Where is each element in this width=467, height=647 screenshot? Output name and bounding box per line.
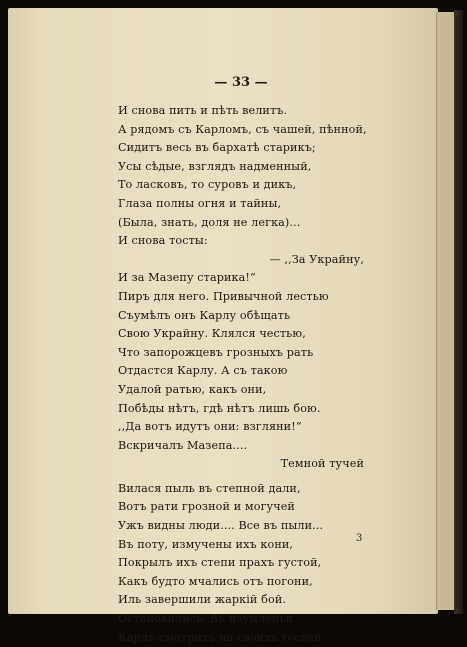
poem-line: И снова тосты:: [118, 234, 208, 248]
poem-line: Какъ будто мчались отъ погони,: [118, 574, 313, 588]
poem-line: И снова пить и пѣть велитъ.: [118, 104, 288, 117]
poem-line: Покрылъ ихъ степи прахъ густой,: [118, 556, 322, 570]
page-number: — 33 —: [214, 75, 268, 90]
poem-text-block: [118, 72, 367, 647]
poem-line: — ,,За Украйну,: [269, 252, 364, 266]
poem-line: Остановились. Въ изумленьи: [118, 612, 294, 626]
poem-line: (Была, знать, доля не легка)...: [118, 215, 301, 229]
signature-mark: 3: [356, 533, 363, 544]
poem-line: Пиръ для него. Привычной лестью: [118, 289, 329, 303]
book-cover-edge: [454, 10, 463, 614]
poem-line: Ужъ видны люди.... Все въ пыли...: [118, 519, 324, 533]
poem-line: Иль завершили жаркій бой.: [118, 593, 287, 607]
poem-line: Карлъ смотритъ на своихъ гостей.: [118, 630, 325, 644]
poem-line: Темной тучей: [280, 457, 364, 471]
poem-line: Что запорожцевъ грозныхъ рать: [118, 345, 314, 359]
poem-line: Свою Украйну. Клялся честью,: [118, 327, 306, 341]
poem-line: Вскричалъ Мазепа....: [118, 438, 248, 452]
poem-line: Вилася пыль въ степной дали,: [118, 481, 301, 495]
poem-line: И за Мазепу старика!“: [118, 271, 256, 285]
poem-line: Въ поту, измучены ихъ кони,: [118, 537, 294, 551]
poem-line: Побѣды нѣтъ, гдѣ нѣтъ лишь бою.: [118, 401, 321, 415]
poem-line: ,,Да вотъ идутъ они: взгляни!“: [118, 420, 302, 434]
poem-line: Сидитъ весь въ бархатѣ старикъ;: [118, 141, 316, 155]
poem-line: А рядомъ съ Карломъ, съ чашей, пѣнной,: [118, 122, 367, 136]
poem-line: Отдастся Карлу. А съ такою: [118, 364, 288, 378]
poem-line: Съумѣлъ онъ Карлу обѣщать: [118, 308, 291, 322]
poem-line: То ласковъ, то суровъ и дикъ,: [118, 178, 297, 192]
poem-line: Удалой ратью, какъ они,: [118, 382, 267, 396]
poem-line: Усы сѣдые, взглядъ надменный,: [118, 159, 312, 173]
poem-line: Вотъ рати грозной и могучей: [118, 500, 295, 514]
poem-line: Глаза полны огня и тайны,: [118, 196, 282, 210]
